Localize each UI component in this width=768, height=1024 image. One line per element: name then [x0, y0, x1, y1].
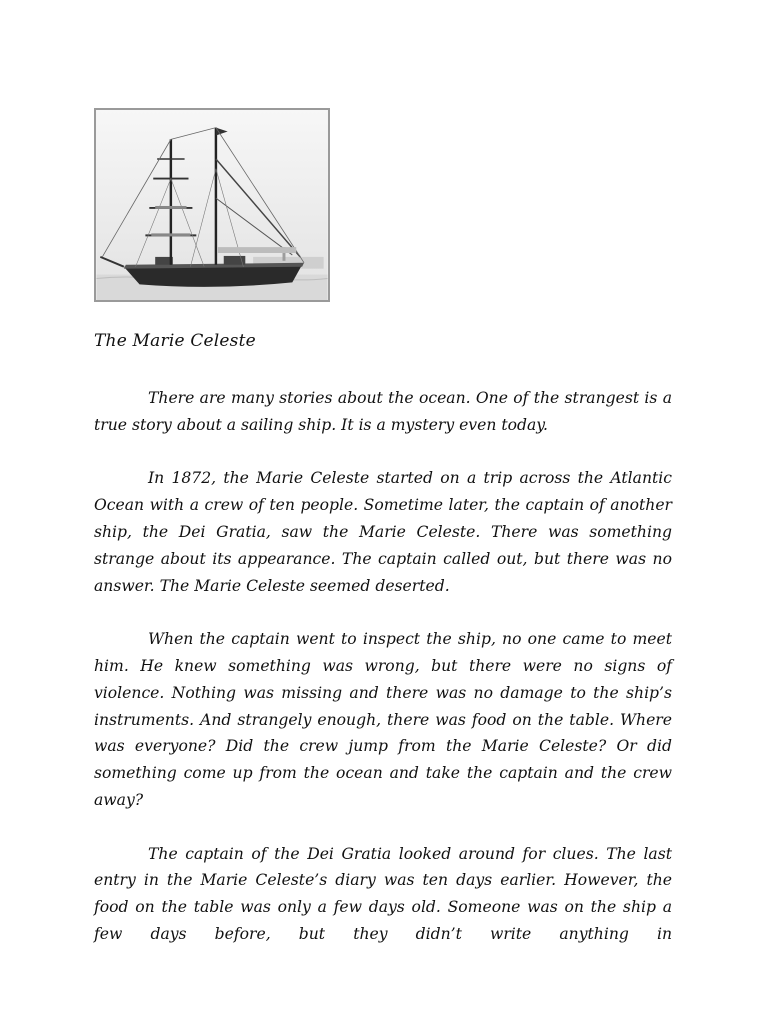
ship-illustration: [96, 110, 328, 300]
document-body: [94, 385, 672, 975]
paragraph-4: The captain of the Dei Gratia looked around for clues. The last entry in the Marie Celeste’s diary was ten days earlier. However, the food on the table was only a few days old. Someone was on the ship a few days before, but they didn’t write anything in: [94, 844, 672, 943]
paragraph-1: There are many stories about the ocean. One of the strangest is a true story about a sailing ship. It is a mystery even today.: [94, 389, 672, 434]
sailing-ship-photo: [94, 108, 330, 302]
document-title: The Marie Celeste: [94, 331, 256, 351]
paragraph-3: When the captain went to inspect the ship, no one came to meet him. He knew something was wrong, but there were no signs of violence. Nothing was missing and there was no damage to the ship’s instruments. And strangely enough, there was food on the table. Where was everyone? Did the crew jump from the Marie Celeste? Or did something come up from the ocean and take the captain and the crew away?: [94, 630, 672, 809]
paragraph-2: In 1872, the Marie Celeste started on a trip across the Atlantic Ocean with a crew of ten people. Sometime later, the captain of another ship, the Dei Gratia, saw the Marie Celeste. There was something strange about its appearance. The captain called out, but there was no answer. The Marie Celeste seemed deserted.: [94, 469, 672, 595]
